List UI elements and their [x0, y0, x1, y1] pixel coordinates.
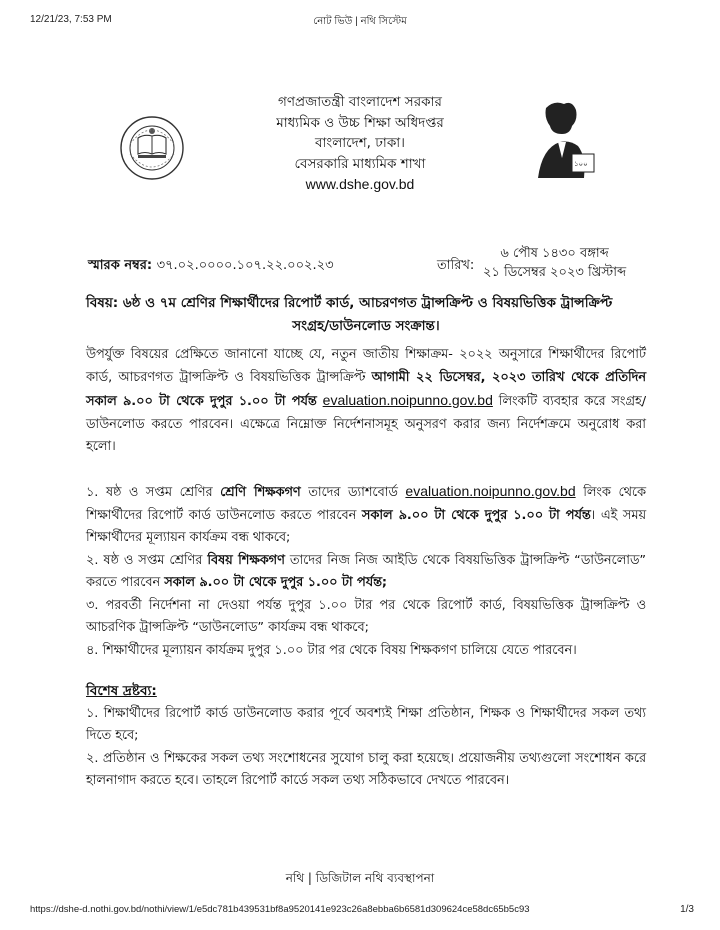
letterhead-website: www.dshe.gov.bd	[305, 176, 415, 192]
letterhead-line-branch: বেসরকারি মাধ্যমিক শাখা	[294, 155, 426, 172]
letterhead-text	[210, 92, 510, 195]
special-note-1: ১. শিক্ষার্থীদের রিপোর্ট কার্ড ডাউনলোড করার পূর্বে অবশ্যই শিক্ষা প্রতিষ্ঠান, শিক্ষক ও শিক্ষার্থীদের সকল তথ্য দিতে হবে;	[86, 705, 646, 743]
intro-text-1: উপর্যুক্ত বিষয়ের প্রেক্ষিতে জানানো যাচ্ছে যে, নতুন জাতীয় শিক্ষাক্রম- ২০২২ অনুসারে শিক্ষার্থীদের রিপোর্ট কার্ড, আচরণগত ট্রান্সক্রিপ্ট ও বিষয়ভিত্তিক ট্রান্সক্রিপ্ট	[86, 347, 646, 385]
instruction-item-3: ৩. পরবর্তী নির্দেশনা না দেওয়া পর্যন্ত দুপুর ১.০০ টার পর থেকে রিপোর্ট কার্ড, বিষয়ভিত্তিক ট্রান্সক্রিপ্ট ও আচরণিক ট্রান্সক্রিপ্ট “ডাউনলোড” কার্যক্রম বন্ধ থাকবে;	[86, 597, 646, 635]
date-gregorian: ২১ ডিসেম্বর ২০২৩ খ্রিস্টাব্দ	[483, 265, 627, 280]
print-datetime: 12/21/23, 7:53 PM	[30, 14, 112, 25]
special-notes-title: বিশেষ দ্রষ্টব্য:	[86, 683, 157, 699]
page-number: 1/3	[680, 904, 694, 915]
print-footer	[0, 904, 720, 918]
government-seal-icon	[118, 114, 186, 182]
instruction-1-text-dashboard: তাদের ড্যাশবোর্ড	[300, 485, 406, 500]
letterhead	[0, 92, 720, 212]
instruction-2-text-download: তাদের নিজ নিজ আইডি থেকে বিষয়ভিত্তিক ট্রান্সক্রিপ্ট “ডাউনলোড” করতে পারবেন	[86, 552, 646, 590]
instruction-1-text-end: । এই সময় শিক্ষার্থীদের মূল্যায়ন কার্যক্রম বন্ধ থাকবে;	[86, 507, 647, 545]
intro-paragraph	[86, 344, 646, 459]
print-title: নোট ভিউ | নথি সিস্টেম	[313, 16, 407, 27]
special-note-2: ২. প্রতিষ্ঠান ও শিক্ষকের সকল তথ্য সংশোধনের সুযোগ চালু করা হয়েছে। প্রয়োজনীয় তথ্যগুলো সংশোধন করে হালনাগাদ করতে হবে। তাহলে রিপোর্ট কার্ডে সকল তথ্য সঠিকভাবে দেখতে পারবেন।	[86, 750, 646, 788]
instruction-item-1	[86, 480, 646, 550]
instruction-1-time: সকাল ৯.০০ টা থেকে দুপুর ১.০০ টা পর্যন্ত	[361, 507, 591, 523]
instruction-item-4: ৪. শিক্ষার্থীদের মূল্যায়ন কার্যক্রম দুপুর ১.০০ টার পর থেকে বিষয় শিক্ষকগণ চালিয়ে যেতে পারবেন।	[86, 642, 577, 658]
instruction-1-text-download: লিংক থেকে শিক্ষার্থীদের রিপোর্ট কার্ড ডাউনলোড করতে পারবেন	[86, 485, 647, 523]
subject-line-1: বিষয়: ৬ষ্ঠ ও ৭ম শ্রেণির শিক্ষার্থীদের রিপোর্ট কার্ড, আচরণগত ট্রান্সক্রিপ্ট ও বিষয়ভিত্তিক ট্রান্সক্রিপ্ট	[86, 295, 613, 311]
instructions-list	[86, 480, 646, 662]
instruction-item-2	[86, 550, 646, 595]
mujib-borsho-logo-icon	[532, 98, 604, 184]
subject	[86, 292, 646, 338]
document-footer: নথি | ডিজিটাল নথি ব্যবস্থাপনা	[285, 871, 435, 885]
instruction-1-class-teachers: শ্রেণি শিক্ষকগণ	[220, 485, 301, 500]
print-header	[0, 14, 720, 28]
instruction-1-link[interactable]: evaluation.noipunno.gov.bd	[405, 483, 576, 499]
memo-number-value: ৩৭.০২.০০০০.১০৭.২২.০০২.২৩	[156, 258, 334, 273]
special-notes	[86, 680, 646, 793]
subject-line-2: সংগ্রহ/ডাউনলোড সংক্রান্ত।	[292, 318, 440, 334]
evaluation-link[interactable]: evaluation.noipunno.gov.bd	[322, 392, 493, 408]
date-bangla: ৬ পৌষ ১৪৩০ বঙ্গাব্দ	[500, 246, 609, 261]
date-label: তারিখ:	[437, 258, 475, 273]
letterhead-line-directorate: মাধ্যমিক ও উচ্চ শিক্ষা অধিদপ্তর	[276, 114, 444, 131]
instruction-2-text: ২. ষষ্ঠ ও সপ্তম শ্রেণির	[86, 552, 208, 568]
instruction-1-text: ১. ষষ্ঠ ও সপ্তম শ্রেণির	[86, 485, 221, 500]
instruction-2-subject-teachers: বিষয় শিক্ষকগণ	[207, 552, 285, 568]
instruction-2-time: সকাল ৯.০০ টা থেকে দুপুর ১.০০ টা পর্যন্ত;	[164, 575, 388, 590]
intro-text-2: লিংকটি ব্যবহার করে সংগ্রহ/ডাউনলোড করতে পারবেন। এক্ষেত্রে নিম্নোক্ত নির্দেশনাসমূহ অনুসরণ করার জন্য নির্দেশক্রমে অনুরোধ করা হলো।	[86, 394, 647, 454]
reference-row	[88, 244, 650, 284]
date-block	[483, 244, 626, 282]
memo-number	[88, 256, 334, 277]
memo-number-label: স্মারক নম্বর:	[88, 258, 153, 273]
svg-text:১০০: ১০০	[574, 160, 588, 168]
letterhead-line-government: গণপ্রজাতন্ত্রী বাংলাদেশ সরকার	[278, 94, 442, 110]
letterhead-line-location: বাংলাদেশ, ঢাকা।	[314, 135, 406, 151]
print-url: https://dshe-d.nothi.gov.bd/nothi/view/1/e5dc781b439531bf8a9520141e923c26a8ebba6b6581d309624ce58dc65b5c93	[30, 904, 530, 915]
intro-schedule: আগামী ২২ ডিসেম্বর, ২০২৩ তারিখ থেকে প্রতিদিন সকাল ৯.০০ টা থেকে দুপুর ১.০০ টা পর্যন্ত	[86, 369, 646, 409]
